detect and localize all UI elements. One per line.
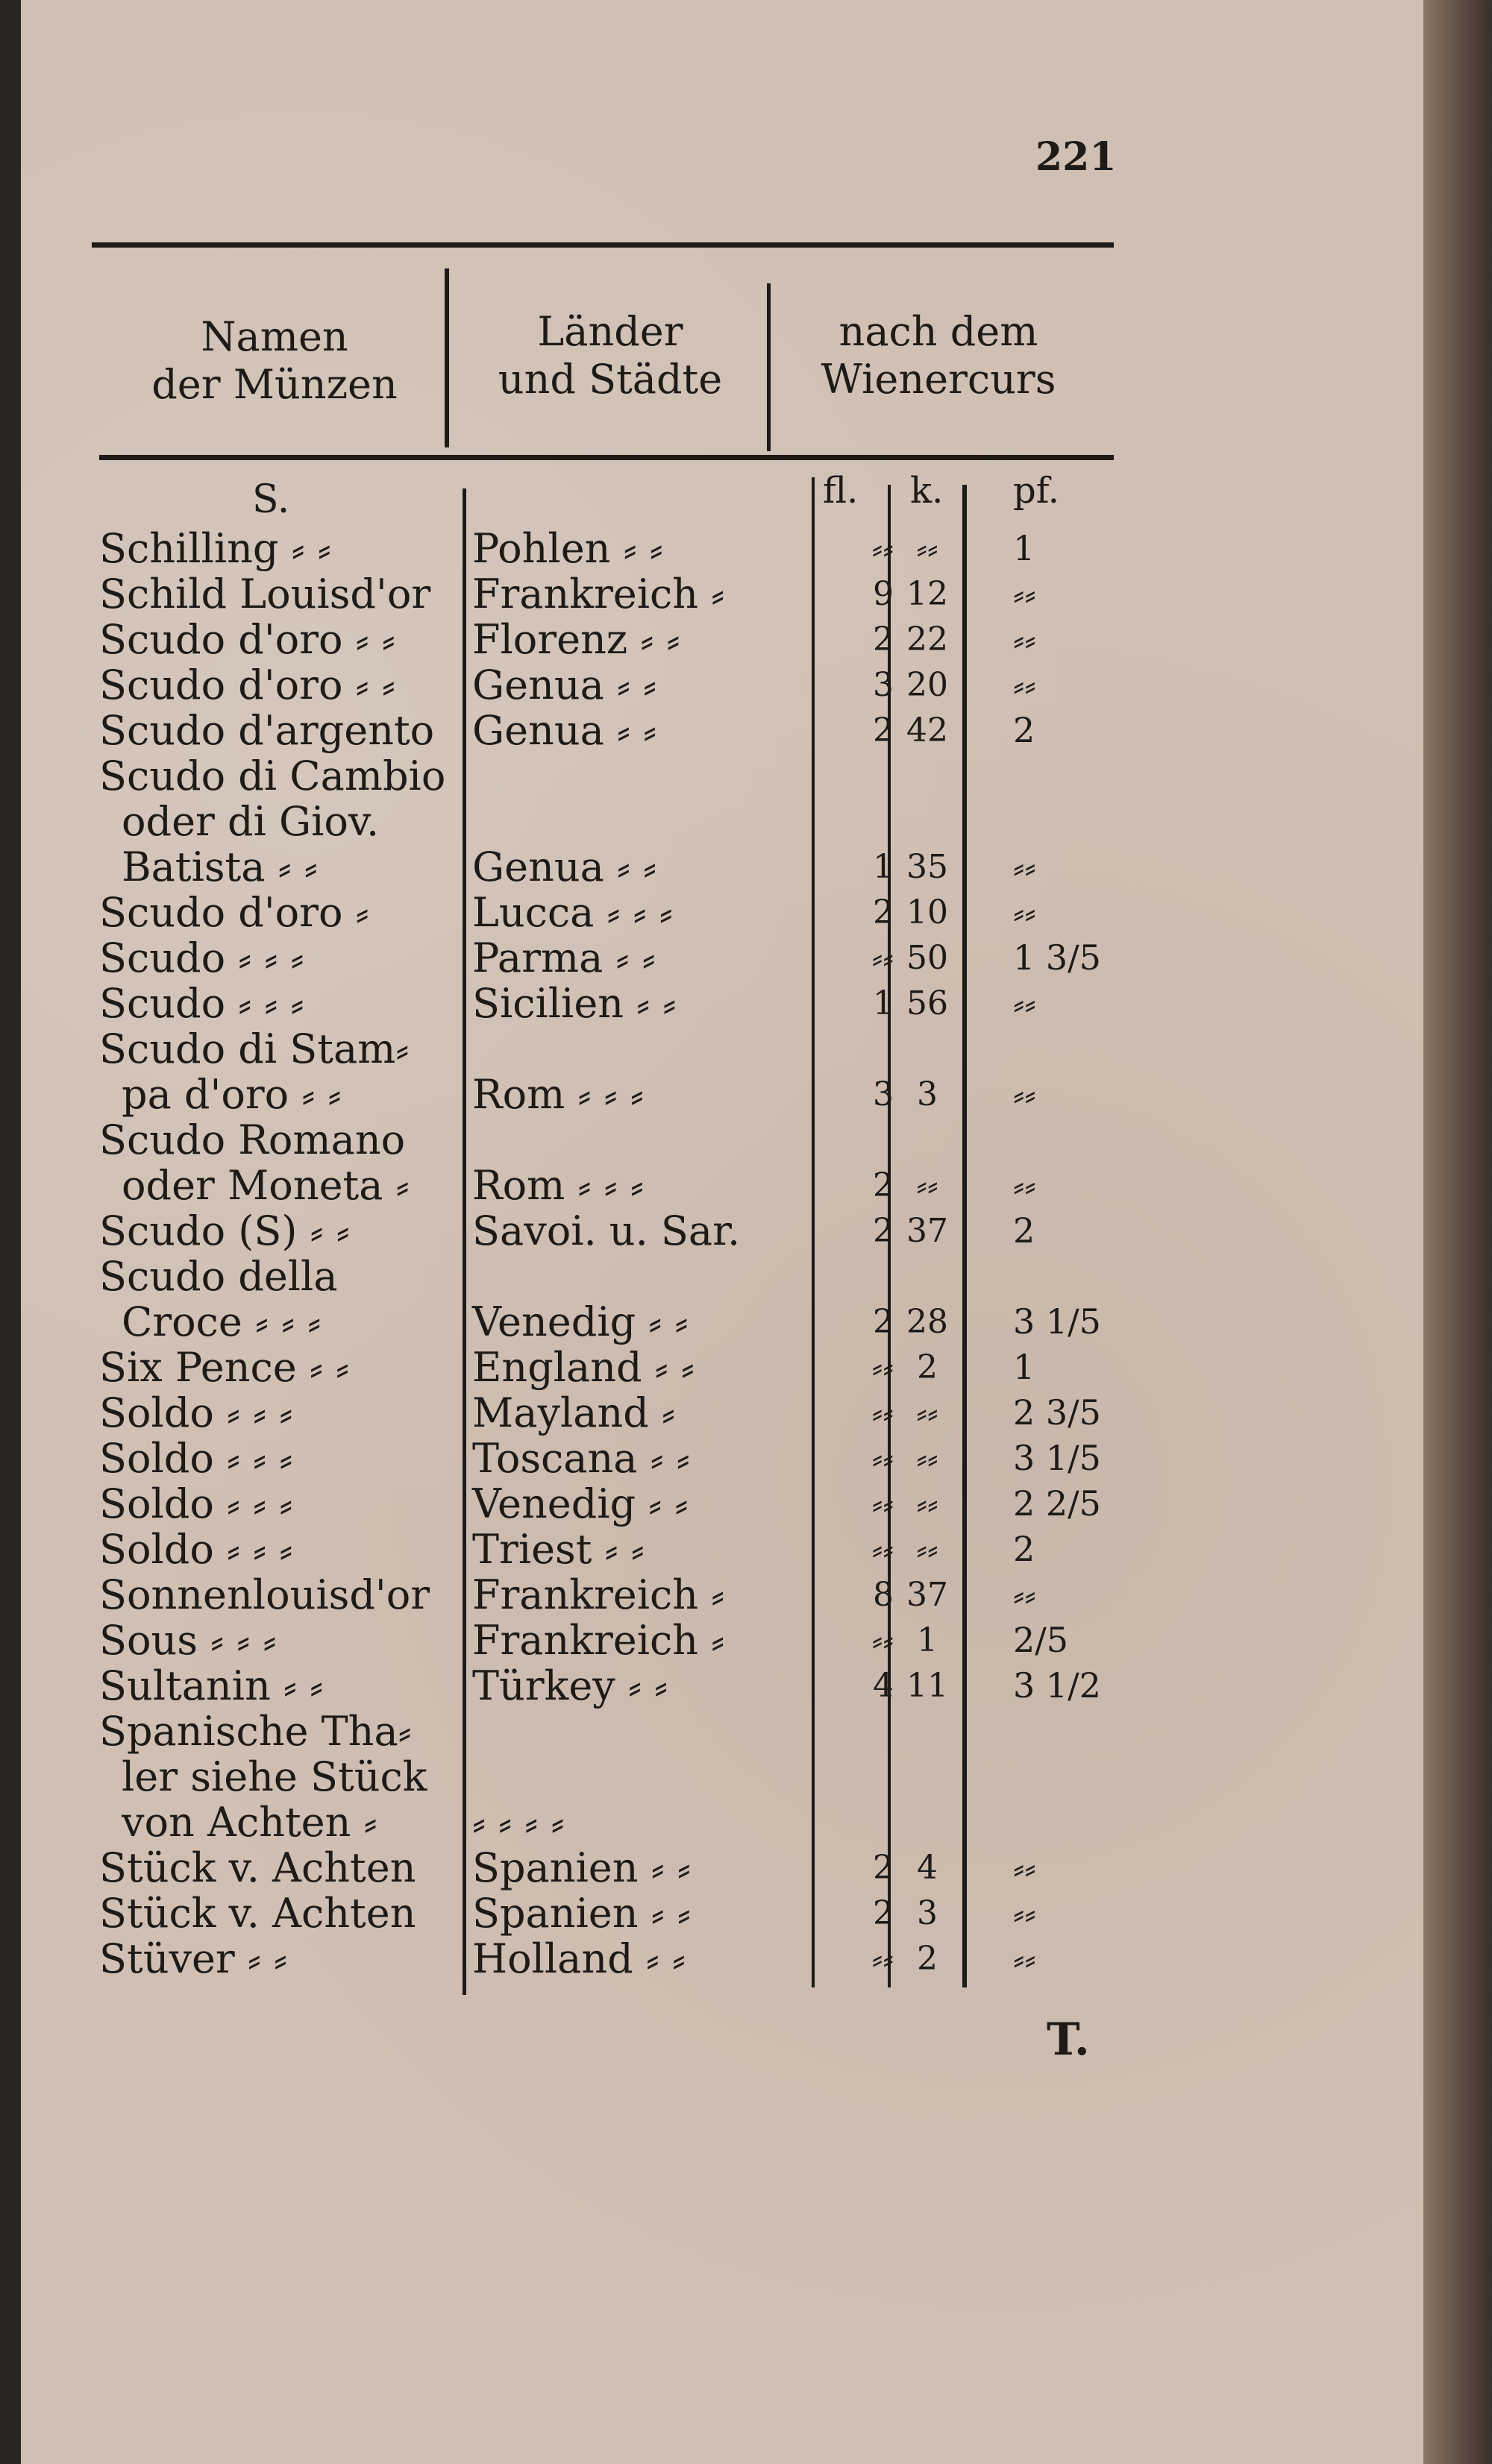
country: Lucca ⸗ ⸗ ⸗ — [472, 889, 673, 936]
coin-name: Six Pence ⸗ ⸗ — [99, 1344, 350, 1391]
kreuzer-value: 50 — [906, 939, 948, 977]
table-row — [21, 1072, 1423, 1117]
country: Holland ⸗ ⸗ — [472, 1935, 686, 1982]
coin-name: Scudo della — [99, 1253, 338, 1300]
top-rule — [92, 242, 1114, 248]
coin-name: Scudo di Cambio — [99, 752, 446, 799]
table-row — [21, 753, 1423, 799]
florin-value: 4 — [873, 1667, 894, 1705]
country: ⸗ ⸗ ⸗ ⸗ — [472, 1799, 565, 1846]
pfennig-value: 3 1/5 — [1013, 1301, 1101, 1342]
table-row — [21, 1481, 1423, 1527]
pfennig-value: ⸗⸗ — [1013, 1165, 1036, 1205]
florin-value: ⸗⸗ — [871, 1394, 894, 1432]
table-row — [21, 1026, 1423, 1072]
coin-name: oder Moneta ⸗ — [122, 1162, 410, 1209]
header-bottom-rule — [99, 455, 1114, 460]
coin-name: Stüver ⸗ ⸗ — [99, 1935, 288, 1982]
unit-florin: fl. — [823, 470, 859, 512]
florin-value: 1 — [873, 984, 894, 1022]
header-rate-line2: Wienercurs — [821, 356, 1056, 403]
kreuzer-value: 42 — [906, 711, 948, 749]
book-page — [21, 0, 1423, 2464]
florin-value: 2 — [873, 620, 894, 659]
kreuzer-value: 22 — [906, 620, 948, 659]
book-fore-edge — [1423, 0, 1492, 2464]
kreuzer-value: 37 — [906, 1576, 948, 1614]
country: Spanien ⸗ ⸗ — [472, 1844, 691, 1891]
kreuzer-value: 35 — [906, 848, 948, 886]
kreuzer-value: 28 — [906, 1303, 948, 1341]
table-row — [21, 1390, 1423, 1436]
pfennig-value: 2 2/5 — [1013, 1483, 1101, 1524]
table-row — [21, 708, 1423, 753]
kreuzer-value: 10 — [906, 893, 948, 931]
table-row — [21, 662, 1423, 708]
florin-value: 2 — [873, 1166, 894, 1204]
country: Frankreich ⸗ — [472, 571, 725, 617]
coin-name: oder di Giov. — [122, 798, 380, 845]
header-names — [110, 313, 439, 409]
florin-value: 2 — [873, 711, 894, 749]
country: Triest ⸗ ⸗ — [472, 1526, 645, 1573]
coin-name: Scudo d'oro ⸗ ⸗ — [99, 616, 395, 663]
florin-value: 2 — [873, 1894, 894, 1932]
florin-value: ⸗⸗ — [871, 1485, 894, 1523]
florin-value: 2 — [873, 1849, 894, 1887]
coin-name: Batista ⸗ ⸗ — [122, 843, 318, 890]
pfennig-value: ⸗⸗ — [1013, 664, 1036, 705]
header-names-line2: der Münzen — [151, 361, 398, 408]
kreuzer-value: 56 — [906, 984, 948, 1022]
table-row — [21, 799, 1423, 844]
table-row — [21, 1436, 1423, 1481]
table-row — [21, 1527, 1423, 1572]
pfennig-value: 2 — [1013, 1210, 1035, 1251]
header-countries — [461, 308, 759, 403]
florin-value: ⸗⸗ — [871, 939, 894, 977]
country: Genua ⸗ ⸗ — [472, 661, 657, 708]
table-row — [21, 617, 1423, 662]
coin-name: Croce ⸗ ⸗ ⸗ — [122, 1298, 322, 1345]
country: Türkey ⸗ ⸗ — [472, 1662, 668, 1709]
country: Savoi. u. Sar. — [472, 1207, 741, 1254]
kreuzer-value: ⸗⸗ — [916, 1530, 938, 1568]
kreuzer-value: 20 — [906, 666, 948, 704]
pfennig-value: 1 3/5 — [1013, 937, 1101, 978]
table-row — [21, 1891, 1423, 1936]
country: Rom ⸗ ⸗ ⸗ — [472, 1162, 644, 1209]
pfennig-value: 1 — [1013, 1347, 1035, 1387]
pfennig-value: ⸗⸗ — [1013, 1893, 1036, 1933]
table-row — [21, 981, 1423, 1026]
florin-value: ⸗⸗ — [871, 1530, 894, 1568]
coin-name: von Achten ⸗ — [122, 1799, 377, 1846]
kreuzer-value: 11 — [906, 1667, 948, 1705]
coin-name: Scudo (S) ⸗ ⸗ — [99, 1207, 350, 1254]
kreuzer-value: 3 — [917, 1894, 938, 1932]
table-row — [21, 1254, 1423, 1299]
table-row — [21, 1800, 1423, 1845]
kreuzer-value: 2 — [917, 1348, 938, 1386]
table-row — [21, 1117, 1423, 1163]
coin-name: Scudo d'oro ⸗ ⸗ — [99, 661, 395, 708]
pfennig-value: ⸗⸗ — [1013, 1574, 1036, 1615]
coin-name: Soldo ⸗ ⸗ ⸗ — [99, 1526, 293, 1573]
coin-name: Sonnenlouisd'or — [99, 1571, 430, 1618]
coin-name: Scudo di Stam⸗ — [99, 1025, 410, 1072]
coin-name: Schild Louisd'or — [99, 571, 431, 617]
coin-name: Scudo ⸗ ⸗ ⸗ — [99, 980, 304, 1027]
country: Spanien ⸗ ⸗ — [472, 1890, 691, 1937]
table-row — [21, 1845, 1423, 1891]
pfennig-value: ⸗⸗ — [1013, 892, 1036, 932]
florin-value: 9 — [873, 575, 894, 613]
pfennig-value: ⸗⸗ — [1013, 619, 1036, 659]
unit-pfennig: pf. — [1013, 470, 1060, 512]
table-row — [21, 1163, 1423, 1208]
coin-name: Soldo ⸗ ⸗ ⸗ — [99, 1480, 293, 1527]
country: Toscana ⸗ ⸗ — [472, 1435, 690, 1482]
country: Genua ⸗ ⸗ — [472, 843, 657, 890]
table-row — [21, 1709, 1423, 1754]
unit-kreuzer: k. — [910, 470, 944, 512]
header-rate-line1: nach dem — [839, 308, 1038, 355]
florin-value: ⸗⸗ — [871, 1348, 894, 1386]
coin-name: Scudo d'argento — [99, 707, 435, 754]
catchword: T. — [1047, 2014, 1090, 2066]
country: England ⸗ ⸗ — [472, 1344, 695, 1391]
kreuzer-value: 12 — [906, 575, 948, 613]
pfennig-value: 2 3/5 — [1013, 1392, 1101, 1433]
pfennig-value: 2/5 — [1013, 1620, 1069, 1660]
header-rate — [797, 308, 1080, 403]
kreuzer-value: 3 — [917, 1075, 938, 1113]
table-row — [21, 1936, 1423, 1981]
florin-value: 3 — [873, 1075, 894, 1113]
section-letter: S. — [252, 477, 290, 522]
table-row — [21, 1618, 1423, 1663]
coin-name: Stück v. Achten — [99, 1844, 416, 1891]
florin-value: ⸗⸗ — [871, 1621, 894, 1659]
pfennig-value: ⸗⸗ — [1013, 846, 1036, 887]
table-row — [21, 1663, 1423, 1709]
coin-name: Scudo d'oro ⸗ — [99, 889, 369, 936]
country: Parma ⸗ ⸗ — [472, 934, 656, 981]
coin-name: Soldo ⸗ ⸗ ⸗ — [99, 1435, 293, 1482]
kreuzer-value: 37 — [906, 1212, 948, 1250]
table-row — [21, 526, 1423, 571]
florin-value: 8 — [873, 1576, 894, 1614]
florin-value: 3 — [873, 666, 894, 704]
country: Sicilien ⸗ ⸗ — [472, 980, 677, 1027]
kreuzer-value: ⸗⸗ — [916, 1485, 938, 1523]
country: Florenz ⸗ ⸗ — [472, 616, 680, 663]
table-row — [21, 1208, 1423, 1254]
country: Venedig ⸗ ⸗ — [472, 1480, 689, 1527]
table-row — [21, 571, 1423, 617]
coin-name: Sultanin ⸗ ⸗ — [99, 1662, 324, 1709]
coin-name: Sous ⸗ ⸗ ⸗ — [99, 1617, 277, 1664]
coin-name: Soldo ⸗ ⸗ ⸗ — [99, 1389, 293, 1436]
country: Rom ⸗ ⸗ ⸗ — [472, 1071, 644, 1118]
country: Frankreich ⸗ — [472, 1571, 725, 1618]
kreuzer-value: ⸗⸗ — [916, 1166, 938, 1204]
kreuzer-value: 2 — [917, 1940, 938, 1978]
florin-value: 2 — [873, 1303, 894, 1341]
florin-value: 1 — [873, 848, 894, 886]
florin-value: ⸗⸗ — [871, 1940, 894, 1978]
table-row — [21, 844, 1423, 890]
pfennig-value: ⸗⸗ — [1013, 1938, 1036, 1979]
coin-name: Stück v. Achten — [99, 1890, 416, 1937]
pfennig-value: 3 1/2 — [1013, 1665, 1101, 1706]
pfennig-value: ⸗⸗ — [1013, 983, 1036, 1023]
header-divider-2 — [767, 283, 771, 451]
table-row — [21, 935, 1423, 981]
kreuzer-value: 1 — [917, 1621, 938, 1659]
pfennig-value: 3 1/5 — [1013, 1438, 1101, 1478]
pfennig-value: 1 — [1013, 528, 1035, 568]
coin-name: ler siehe Stück — [122, 1753, 427, 1800]
header-countries-line1: Länder — [537, 308, 683, 355]
coin-name: Schilling ⸗ ⸗ — [99, 525, 331, 572]
table-row — [21, 1299, 1423, 1345]
header-names-line1: Namen — [201, 313, 348, 360]
florin-value: 2 — [873, 1212, 894, 1250]
kreuzer-value: ⸗⸗ — [916, 1439, 938, 1477]
header-countries-line2: und Städte — [498, 356, 723, 403]
florin-value: 2 — [873, 893, 894, 931]
florin-value: ⸗⸗ — [871, 529, 894, 568]
country: Genua ⸗ ⸗ — [472, 707, 657, 754]
coin-name: Spanische Tha⸗ — [99, 1708, 412, 1755]
table-row — [21, 1345, 1423, 1390]
coin-name: Scudo Romano — [99, 1116, 406, 1163]
country: Venedig ⸗ ⸗ — [472, 1298, 689, 1345]
table-row — [21, 890, 1423, 935]
header-divider-1 — [445, 268, 449, 447]
kreuzer-value: ⸗⸗ — [916, 529, 938, 568]
table-row — [21, 1572, 1423, 1618]
kreuzer-value: 4 — [917, 1849, 938, 1887]
pfennig-value: 2 — [1013, 1529, 1035, 1569]
pfennig-value: ⸗⸗ — [1013, 1847, 1036, 1888]
country: Mayland ⸗ — [472, 1389, 675, 1436]
pfennig-value: ⸗⸗ — [1013, 1074, 1036, 1114]
country: Pohlen ⸗ ⸗ — [472, 525, 663, 572]
coin-name: pa d'oro ⸗ ⸗ — [122, 1071, 342, 1118]
florin-value: ⸗⸗ — [871, 1439, 894, 1477]
pfennig-value: 2 — [1013, 710, 1035, 750]
table-row — [21, 1754, 1423, 1800]
coin-name: Scudo ⸗ ⸗ ⸗ — [99, 934, 304, 981]
kreuzer-value: ⸗⸗ — [916, 1394, 938, 1432]
pfennig-value: ⸗⸗ — [1013, 573, 1036, 614]
page-number: 221 — [1035, 134, 1117, 180]
country: Frankreich ⸗ — [472, 1617, 725, 1664]
